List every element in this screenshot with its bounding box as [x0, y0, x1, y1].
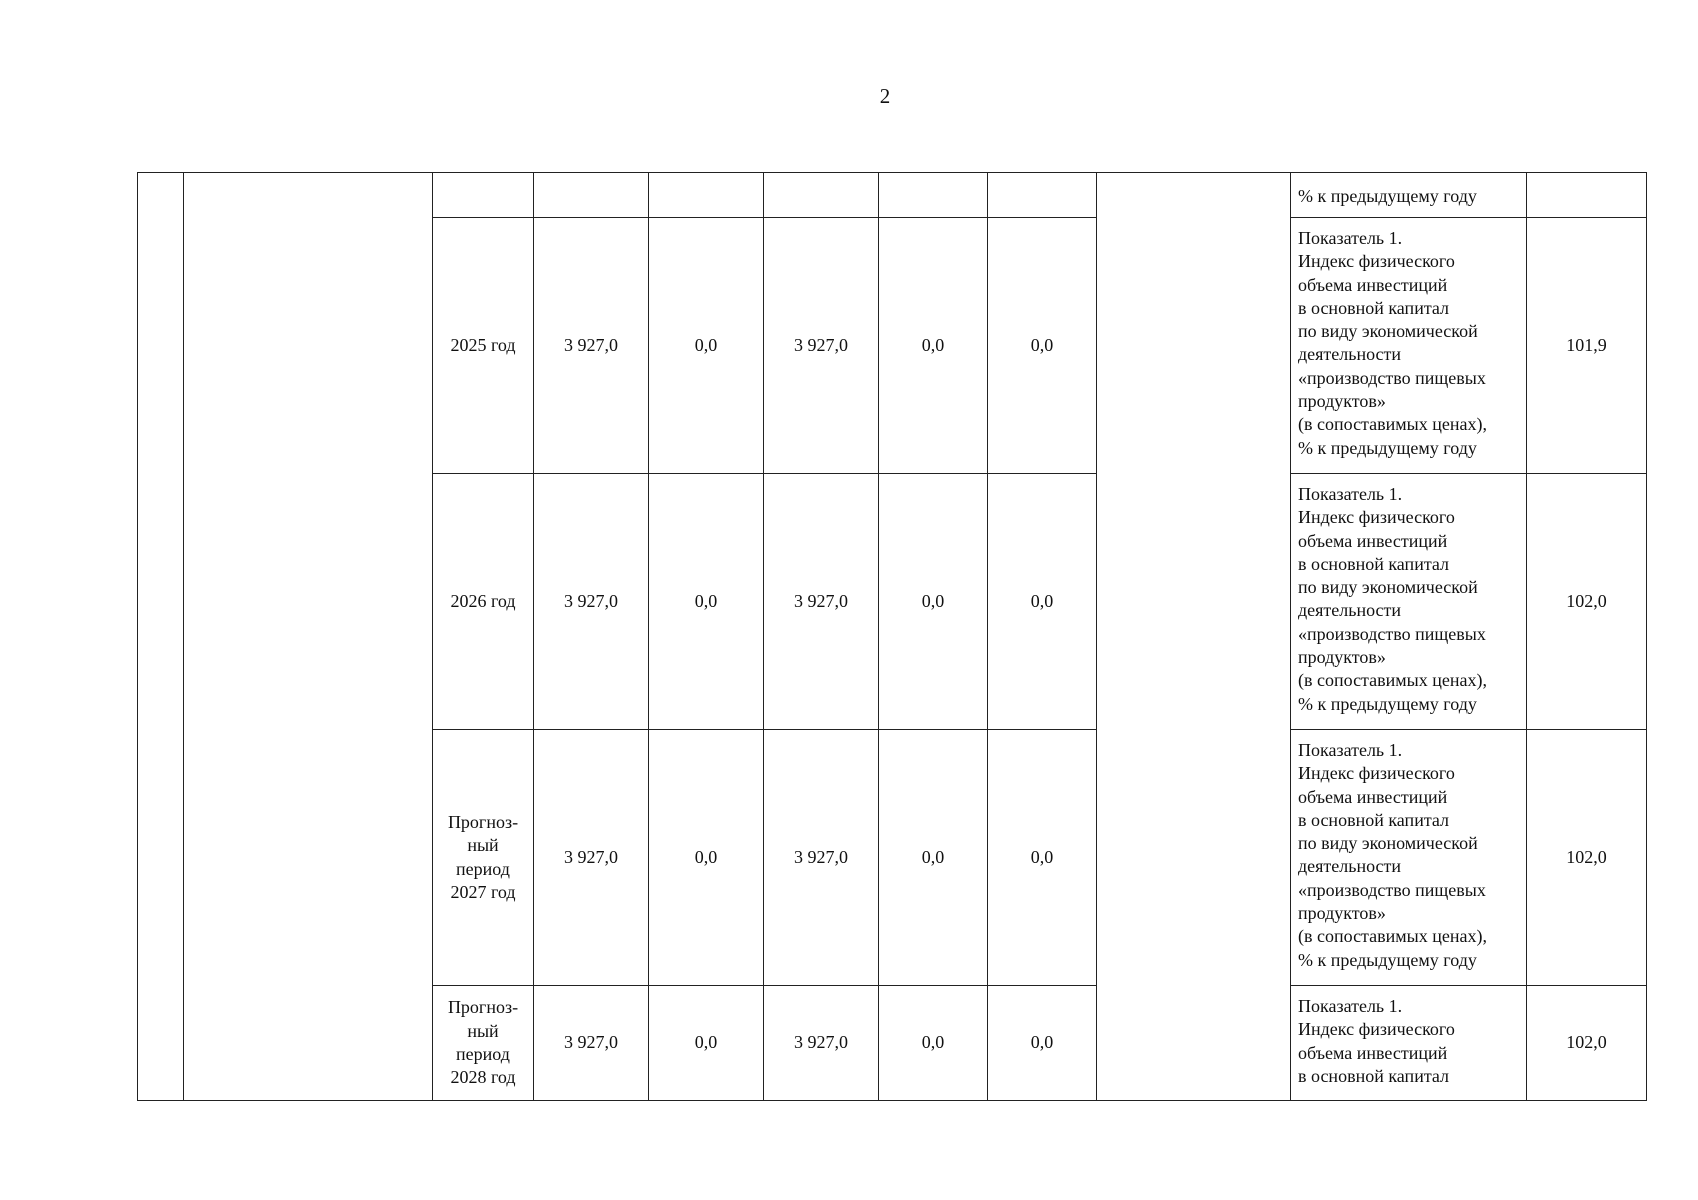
amount-cell: 3 927,0: [764, 730, 879, 986]
table-cell: [534, 173, 649, 218]
page-number: 2: [879, 84, 891, 108]
total-cell: 3 927,0: [534, 218, 649, 474]
period-cell: 2025 год: [433, 218, 534, 474]
indicator-value-cell: 102,0: [1527, 730, 1647, 986]
amount-cell: 0,0: [988, 474, 1097, 730]
program-table: [137, 172, 1647, 1101]
indicator-cell: Показатель 1. Индекс физического объема инвестиций в основной капитал по виду экономической деятельности «производство пищевых продуктов» (в сопоставимых ценах), % к предыдущему году: [1291, 218, 1527, 474]
indicator-cell: Показатель 1. Индекс физического объема инвестиций в основной капитал: [1291, 986, 1527, 1101]
amount-cell: 0,0: [879, 474, 988, 730]
amount-cell: 0,0: [649, 474, 764, 730]
amount-cell: 0,0: [879, 218, 988, 474]
indicator-cell: % к предыдущему году: [1291, 173, 1527, 218]
amount-cell: 3 927,0: [764, 986, 879, 1101]
measure-name-cell: [184, 173, 433, 1101]
table-cell: [764, 173, 879, 218]
indicator-value-cell: 101,9: [1527, 218, 1647, 474]
amount-cell: 0,0: [879, 730, 988, 986]
amount-cell: 0,0: [988, 730, 1097, 986]
amount-cell: 0,0: [988, 986, 1097, 1101]
indicator-cell: Показатель 1. Индекс физического объема инвестиций в основной капитал по виду экономической деятельности «производство пищевых продуктов» (в сопоставимых ценах), % к предыдущему году: [1291, 474, 1527, 730]
amount-cell: 0,0: [649, 730, 764, 986]
table-row: [138, 173, 1647, 218]
amount-cell: 0,0: [879, 986, 988, 1101]
total-cell: 3 927,0: [534, 474, 649, 730]
period-cell: Прогноз- ный период 2027 год: [433, 730, 534, 986]
table-cell: [649, 173, 764, 218]
indicator-value-cell: 102,0: [1527, 474, 1647, 730]
row-number-cell: [138, 173, 184, 1101]
period-cell: 2026 год: [433, 474, 534, 730]
table-cell: [988, 173, 1097, 218]
table-cell: [433, 173, 534, 218]
total-cell: 3 927,0: [534, 730, 649, 986]
indicator-cell: Показатель 1. Индекс физического объема инвестиций в основной капитал по виду экономической деятельности «производство пищевых продуктов» (в сопоставимых ценах), % к предыдущему году: [1291, 730, 1527, 986]
amount-cell: 0,0: [649, 986, 764, 1101]
period-cell: Прогноз- ный период 2028 год: [433, 986, 534, 1101]
amount-cell: 3 927,0: [764, 218, 879, 474]
indicator-value-cell: [1527, 173, 1647, 218]
table-cell: [879, 173, 988, 218]
amount-cell: 3 927,0: [764, 474, 879, 730]
amount-cell: 0,0: [649, 218, 764, 474]
indicator-value-cell: 102,0: [1527, 986, 1647, 1101]
total-cell: 3 927,0: [534, 986, 649, 1101]
executor-cell: [1097, 173, 1291, 1101]
amount-cell: 0,0: [988, 218, 1097, 474]
